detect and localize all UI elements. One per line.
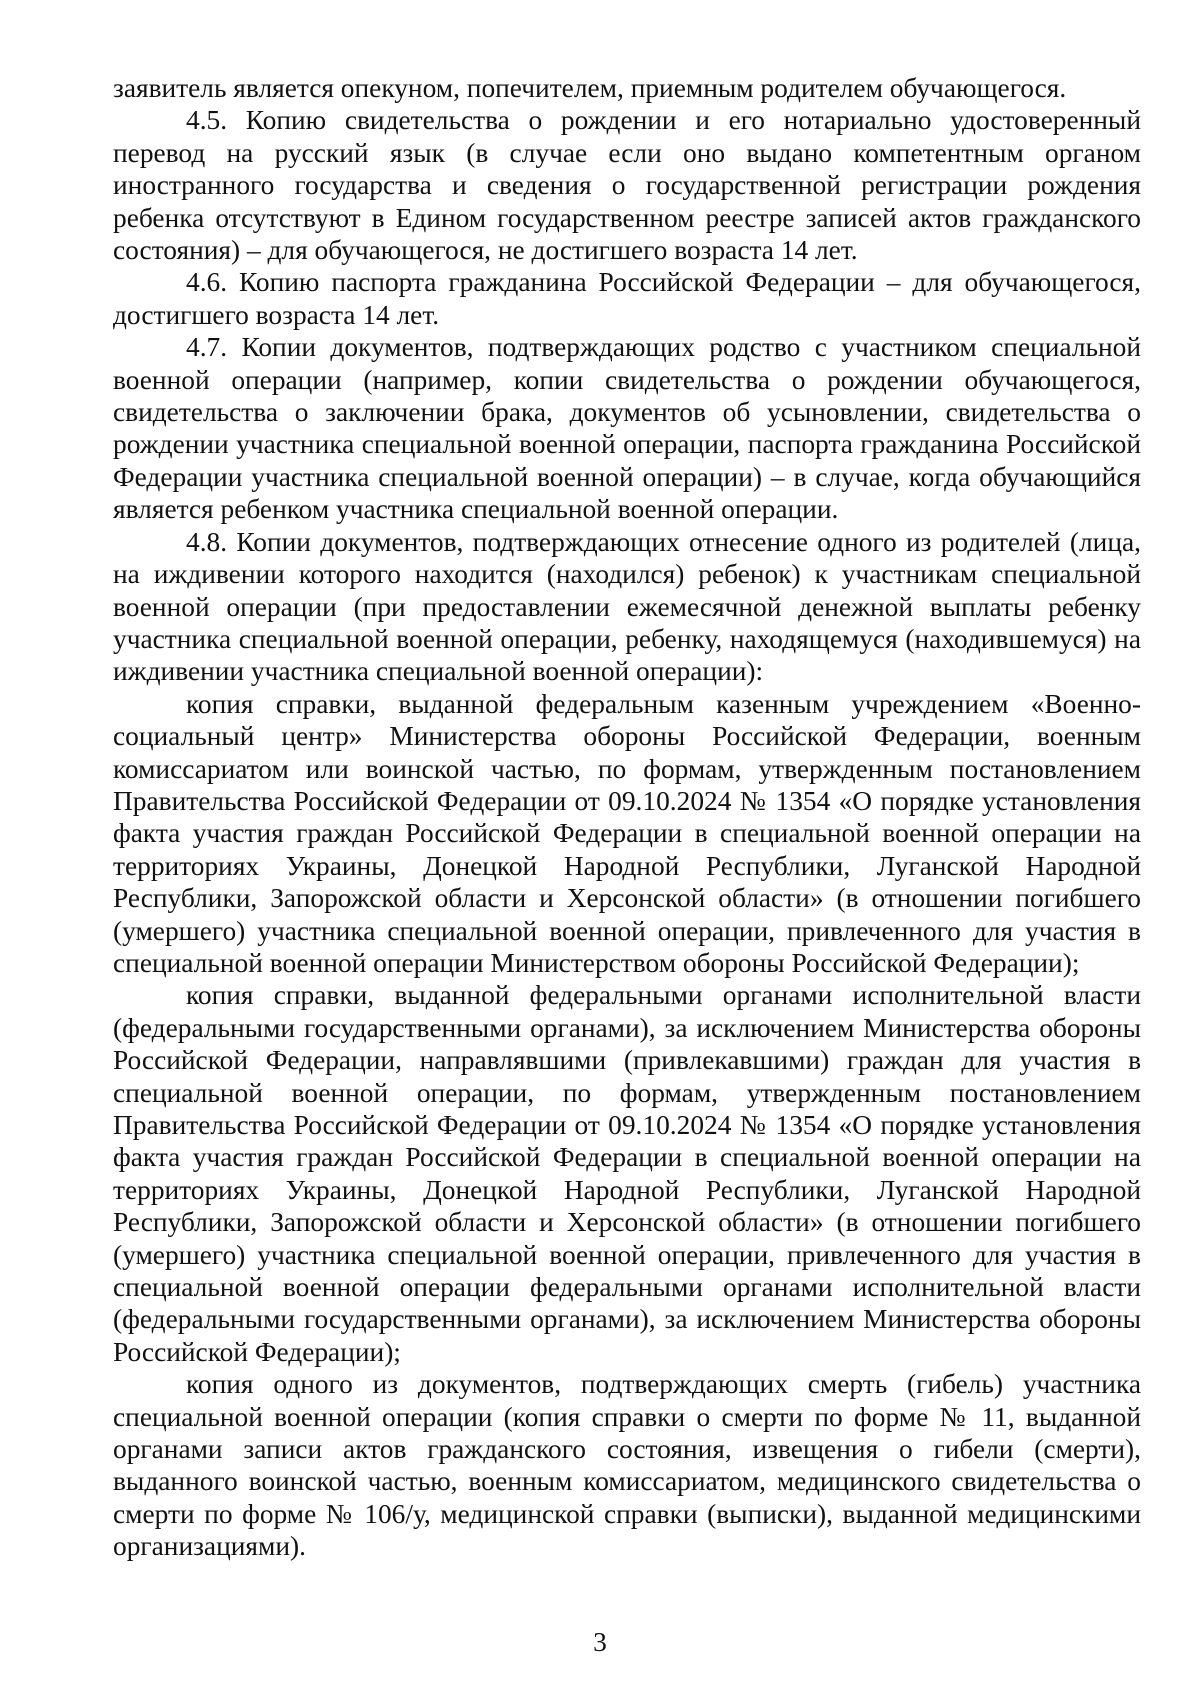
paragraph-item-4-7: 4.7. Копии документов, подтверждающих родство с участником специальной военной операции (например, копии свидетельства о рождении обучающегося, свидетельства о заключении брака, документов об усыновлении, свидетельства о рождении участника специальной военной операции, паспорта гражданина Российской Федерации участника специальной военной операции) – в случае, когда обучающийся является ребенком участника специальной военной операции. — [113, 332, 1141, 525]
paragraph-continuation: заявитель является опекуном, попечителем, приемным родителем обучающегося. — [113, 73, 1067, 103]
paragraph-item-4-8: 4.8. Копии документов, подтверждающих отнесение одного из родителей (лица, на иждивении которого находится (находился) ребенок) к участникам специальной военной операции (при предоставлении ежемесячной денежной выплаты ребенку участника специальной военной операции, ребенку, находящемуся (находившемуся) на иждивении участника специальной военной операции): — [113, 526, 1141, 687]
paragraph-subitem-1: копия справки, выданной федеральным казенным учреждением «Военно-социальный центр» Министерства обороны Российской Федерации, военным комиссариатом или воинской частью, по формам, утвержденным постановлением Правительства Российской Федерации от 09.10.2024 № 1354 «О порядке установления факта участия граждан Российской Федерации в специальной военной операции на территориях Украины, Донецкой Народной Республики, Луганской Народной Республики, Запорожской области и Херсонской области» (в отношении погибшего (умершего) участника специальной военной операции, привлеченного для участия в специальной военной операции Министерством обороны Российской Федерации); — [113, 688, 1141, 978]
page-number: 3 — [593, 1627, 607, 1657]
paragraph-subitem-2: копия справки, выданной федеральными органами исполнительной власти (федеральными государственными органами), за исключением Министерства обороны Российской Федерации, направлявшими (привлекавшими) граждан для участия в специальной военной операции, по формам, утвержденным постановлением Правительства Российской Федерации от 09.10.2024 № 1354 «О порядке установления факта участия граждан Российской Федерации в специальной военной операции на территориях Украины, Донецкой Народной Республики, Луганской Народной Республики, Запорожской области и Херсонской области» (в отношении погибшего (умершего) участника специальной военной операции, привлеченного для участия в специальной военной операции федеральными органами исполнительной власти (федеральными государственными органами), за исключением Министерства обороны Российской Федерации); — [113, 980, 1141, 1367]
paragraph-item-4-6: 4.6. Копию паспорта гражданина Российской Федерации – для обучающегося, достигшего возраста 14 лет. — [113, 267, 1141, 330]
document-page — [113, 72, 1141, 1563]
paragraph-item-4-5: 4.5. Копию свидетельства о рождении и его нотариально удостоверенный перевод на русский язык (в случае если оно выдано компетентным органом иностранного государства и сведения о государственной регистрации рождения ребенка отсутствуют в Едином государственном реестре записей актов гражданского состояния) – для обучающегося, не достигшего возраста 14 лет. — [113, 105, 1141, 266]
paragraph-subitem-3: копия одного из документов, подтверждающих смерть (гибель) участника специальной военной операции (копия справки о смерти по форме № 11, выданной органами записи актов гражданского состояния, извещения о гибели (смерти), выданного воинской частью, военным комиссариатом, медицинского свидетельства о смерти по форме № 106/у, медицинской справки (выписки), выданной медицинскими организациями). — [113, 1369, 1141, 1562]
